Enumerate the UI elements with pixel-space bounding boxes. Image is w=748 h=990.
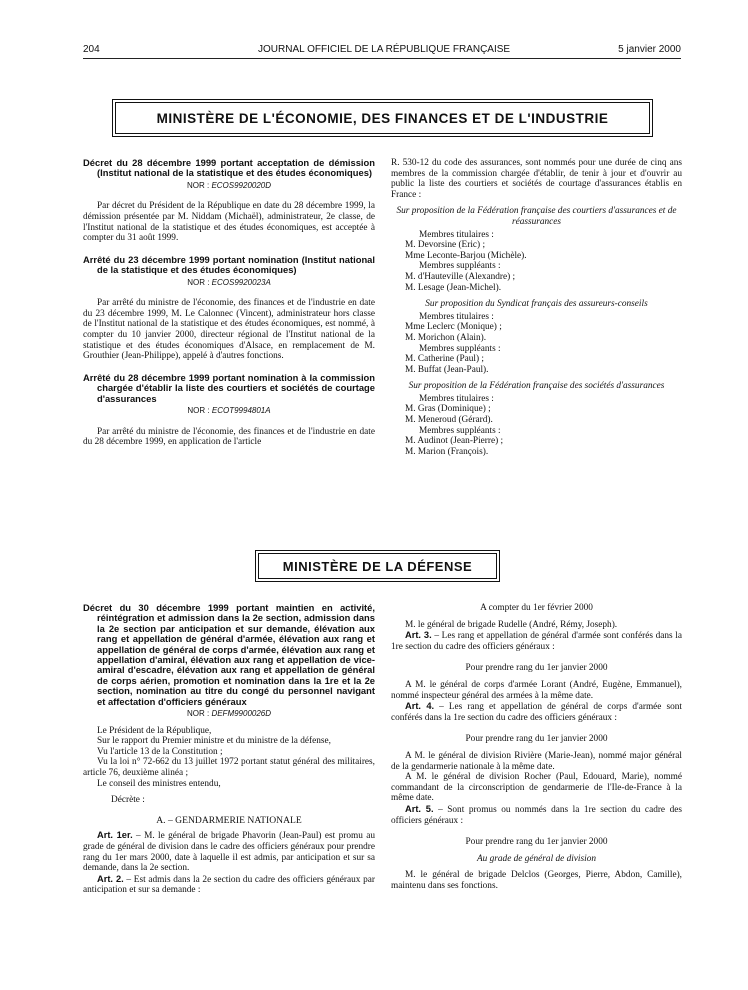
date-heading: Pour prendre rang du 1er janvier 2000 (465, 837, 608, 848)
proposal-heading: Sur proposition de la Fédération française des sociétés d'assurances (408, 381, 665, 392)
article-text: – M. le général de brigade Phavorin (Jean-Paul) est promu au grade de général de division dans le cadre des officiers généraux pour prendre rang du 1er mars 2000, date à laquelle il est admis, par anticipation et sur sa demande, dans la 2e section. (83, 831, 375, 874)
decree-body: Par arrêté du ministre de l'économie, des finances et de l'industrie en date du 23 décembre 1999, M. Le Calonnec (Vincent), administrateur hors classe de l'Institut national de la statistique et des études économiques, est nommé, à compter du 10 janvier 2000, directeur régional de l'Institut national de la statistique et des études économiques d'Alsace, en remplacement de M. Grouthier (Jean-Philippe), appelé à d'autres fonctions. (83, 298, 375, 362)
member-entry: M. Buffat (Jean-Paul). (405, 364, 489, 375)
article-text: – Sont promus ou nommés dans la 1re section du cadre des officiers généraux : (391, 804, 682, 826)
members-titular-label: Membres titulaires : (419, 229, 494, 240)
article-label: Art. 4. (405, 701, 435, 712)
decree-title: Arrêté du 23 décembre 1999 portant nomination (Institut national de la statistique et des études économiques) (83, 253, 375, 276)
nor-reference (83, 181, 375, 192)
ministry-heading-defense: MINISTÈRE DE LA DÉFENSE (258, 553, 497, 579)
preamble-line: Vu l'article 13 de la Constitution ; (97, 746, 223, 757)
journal-title: JOURNAL OFFICIEL DE LA RÉPUBLIQUE FRANÇAISE (258, 44, 511, 55)
nor-code: ECOT9994801A (211, 405, 271, 415)
nor-label: NOR : (186, 709, 210, 719)
date-heading: Pour prendre rang du 1er janvier 2000 (465, 734, 608, 745)
page-number: 204 (83, 44, 100, 55)
nor-label: NOR : (187, 405, 210, 415)
members-substitute-label: Membres suppléants : (419, 261, 501, 272)
article-3 (391, 630, 682, 652)
decree-title: Décret du 28 décembre 1999 portant acceptation de démission (Institut national de la statistique et des études économiques) (83, 157, 375, 179)
article-4 (391, 701, 682, 723)
ministry-heading-economy: MINISTÈRE DE L'ÉCONOMIE, DES FINANCES ET DE L'INDUSTRIE (115, 102, 650, 134)
decree-title: Arrêté du 28 décembre 1999 portant nomination à la commission chargée d'établir la liste des courtiers et sociétés de courtage d'assurances (83, 371, 375, 404)
decree-body: Par arrêté du ministre de l'économie, des finances et de l'industrie en date du 28 décembre 1999, en application de l'article (83, 426, 375, 448)
nor-reference (83, 278, 375, 289)
article-text: – Les rang et appellation de général d'armée sont conférés dans la 1re section du cadre des officiers généraux : (391, 631, 683, 652)
header-rule (83, 58, 681, 59)
members-titular-label: Membres titulaires : (419, 393, 494, 404)
nor-reference (83, 709, 375, 720)
commission-intro: R. 530-12 du code des assurances, sont nommés pour une durée de cinq ans membres de la commission chargée d'établir, de tenir à jour et d'ouvrir au public la liste des courtiers et sociétés de courtage d'assurances établis en France : (391, 158, 682, 200)
nor-code: DEFM9900026D (211, 709, 272, 719)
preamble-line: Sur le rapport du Premier ministre et du ministre de la défense, (97, 736, 331, 747)
section-heading: A. – GENDARMERIE NATIONALE (156, 814, 302, 826)
member-entry: M. d'Hauteville (Alexandre) ; (405, 271, 516, 282)
nor-code: ECOS9920023A (211, 277, 271, 287)
article-text: – Les rang et appellation de général de corps d'armée sont conférés dans la 1re section du cadre des officiers généraux : (391, 702, 682, 723)
issue-date: 5 janvier 2000 (618, 44, 681, 55)
appointment-entry: A M. le général de division Rocher (Paul, Edouard, Marie), nommé commandant de la circonscription de gendarmerie de l'Ile-de-France à la même date. (391, 772, 682, 804)
running-header (83, 44, 681, 58)
appointment-entry: M. le général de brigade Delclos (Georges, Pierre, Abdon, Camille), maintenu dans ses fonctions. (391, 870, 682, 891)
proposal-heading: Sur proposition du Syndicat français des assureurs-conseils (425, 299, 648, 310)
member-entry: M. Devorsine (Eric) ; (405, 240, 486, 251)
appointment-entry: M. le général de brigade Rudelle (André, Rémy, Joseph). (405, 619, 618, 630)
nor-label: NOR : (186, 180, 210, 190)
article-5 (391, 804, 682, 826)
column-left-top (83, 158, 375, 448)
article-label: Art. 1er. (97, 830, 133, 841)
member-entry: M. Lesage (Jean-Michel). (405, 282, 502, 293)
grade-heading: Au grade de général de division (476, 853, 597, 864)
members-substitute-label: Membres suppléants : (419, 343, 501, 354)
date-heading: A compter du 1er février 2000 (480, 603, 593, 613)
preamble-line: Le conseil des ministres entendu, (97, 778, 221, 789)
article-1 (83, 830, 375, 873)
column-right-top (391, 158, 682, 457)
member-entry: M. Audinot (Jean-Pierre) ; (405, 436, 504, 447)
decrete-line: Décrète : (111, 795, 145, 806)
decree-title: Décret du 30 décembre 1999 portant maintien en activité, réintégration et admission dans la 2e section, admission dans la 2e section par anticipation et sur demande, élévation aux rang et appellation de général d'armée, élévation aux rang et appellation de général de corps d'armée, élévation aux rang et appellation d'amiral, élévation aux rang et appellation de vice-amiral d'escadre, élévation aux rang et appellation de général de corps aérien, promotion et nomination dans la 1re et la 2e section, nomination au titre du congé du personnel navigant et affectation d'officiers généraux (83, 602, 375, 707)
member-entry: M. Marion (François). (405, 446, 489, 457)
article-text: – Est admis dans la 2e section du cadre des officiers généraux par anticipation et sur sa demande : (83, 874, 375, 896)
preamble-line: Le Président de la République, (97, 725, 212, 736)
member-entry: M. Catherine (Paul) ; (405, 354, 485, 365)
nor-code: ECOS9920020D (211, 180, 272, 190)
members-substitute-label: Membres suppléants : (419, 425, 501, 436)
nor-reference (83, 406, 375, 417)
preamble-line: Vu la loi n° 72-662 du 13 juillet 1972 portant statut général des militaires, article 76, deuxième alinéa ; (83, 757, 375, 779)
article-2 (83, 874, 375, 896)
decree-body: Par décret du Président de la République en date du 28 décembre 1999, la démission présentée par M. Niddam (Michaël), administrateur, 2e classe, de l'Institut national de la statistique et des études économiques, est acceptée à compter du 31 août 1999. (83, 201, 375, 244)
member-entry: Mme Leclerc (Monique) ; (405, 322, 502, 333)
article-label: Art. 5. (405, 803, 434, 814)
member-entry: Mme Leconte-Barjou (Michèle). (405, 250, 527, 261)
member-entry: M. Meneroud (Gérard). (405, 415, 493, 426)
proposal-heading: Sur proposition de la Fédération française des courtiers d'assurances et de réassurances (396, 206, 677, 227)
nor-label: NOR : (187, 277, 210, 287)
column-right-bottom (391, 603, 682, 891)
appointment-entry: A M. le général de division Rivière (Marie-Jean), nommé major général de la gendarmerie nationale à la même date. (391, 750, 682, 772)
member-entry: M. Morichon (Alain). (405, 332, 487, 343)
date-heading: Pour prendre rang du 1er janvier 2000 (465, 663, 608, 674)
member-entry: M. Gras (Dominique) ; (405, 404, 491, 415)
column-left-bottom (83, 603, 375, 896)
members-titular-label: Membres titulaires : (419, 311, 494, 322)
article-label: Art. 3. (405, 630, 432, 641)
appointment-entry: A M. le général de corps d'armée Lorant (André, Eugène, Emmanuel), nommé inspecteur général des armées à la même date. (391, 679, 682, 701)
article-label: Art. 2. (97, 873, 124, 884)
